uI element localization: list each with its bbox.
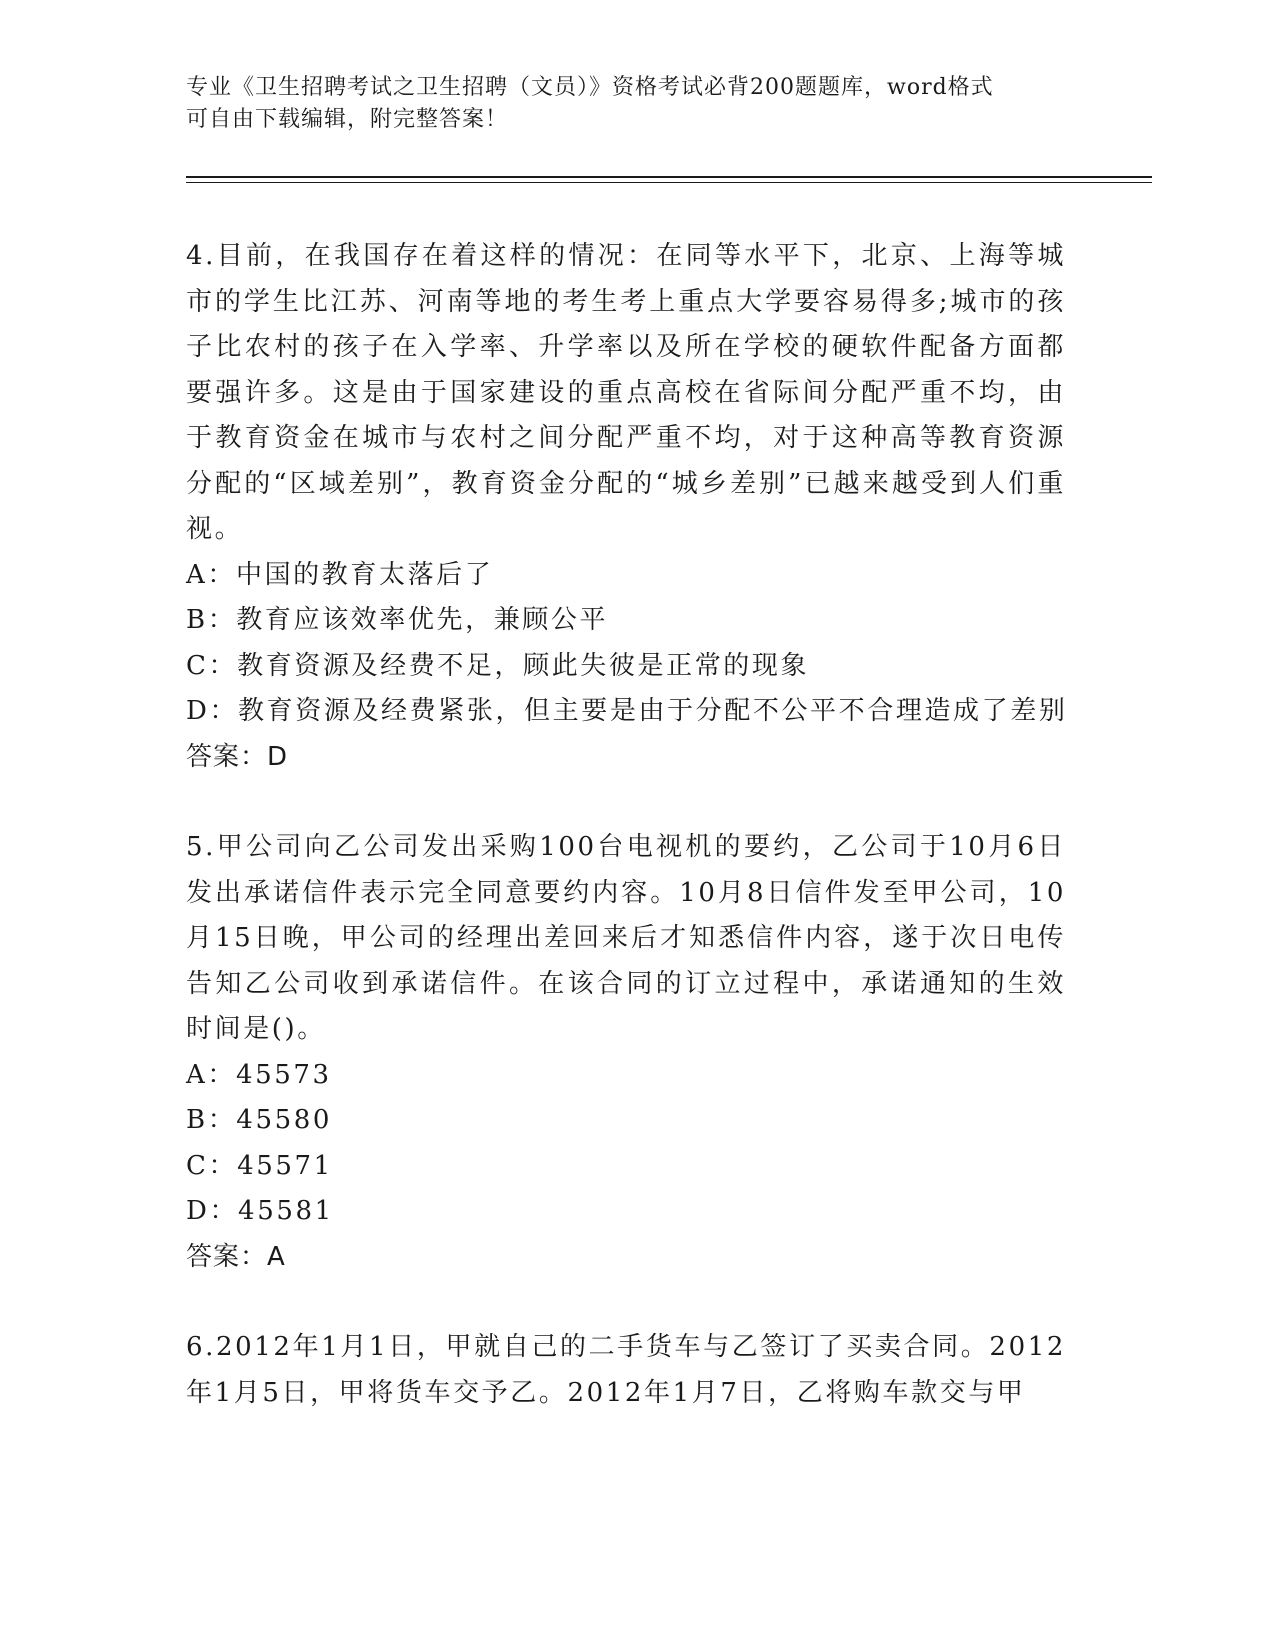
answer-line: 答案：D	[186, 741, 289, 772]
option-d: D：教育资源及经费紧张，但主要是由于分配不公平不合理造成了差别	[186, 696, 1068, 726]
option-a: A：45573	[186, 1059, 332, 1090]
option-b: B：45580	[186, 1105, 333, 1135]
question-stem: 5.甲公司向乙公司发出采购100台电视机的要约，乙公司于10月6日发出承诺信件表示完全同意要约内容。10月8日信件发至甲公司，10月15日晚，甲公司的经理出差回来后才知悉信件内容，遂于次日电传告知乙公司收到承诺信件。在该合同的订立过程中，承诺通知的生效时间是()。	[186, 832, 1066, 1044]
question-6	[186, 1325, 1066, 1416]
option-b: B：教育应该效率优先，兼顾公平	[186, 605, 609, 635]
header-line-1: 专业《卫生招聘考试之卫生招聘（文员）》资格考试必背200题题库，word格式	[186, 75, 994, 100]
header-line-2: 可自由下载编辑，附完整答案！	[186, 107, 509, 132]
option-c: C：45571	[186, 1150, 333, 1181]
option-d: D：45581	[186, 1196, 334, 1226]
header-divider-thick	[186, 176, 1152, 178]
question-4	[186, 234, 1066, 780]
question-list	[186, 234, 1066, 1461]
question-stem: 6.2012年1月1日，甲就自己的二手货车与乙签订了买卖合同。2012年1月5日，甲将货车交予乙。2012年1月7日，乙将购车款交与甲	[186, 1332, 1066, 1408]
question-stem: 4.目前，在我国存在着这样的情况：在同等水平下，北京、上海等城市的学生比江苏、河南等地的考生考上重点大学要容易得多;城市的孩子比农村的孩子在入学率、升学率以及所在学校的硬软件配备方面都要强许多。这是由于国家建设的重点高校在省际间分配严重不均，由于教育资金在城市与农村之间分配严重不均，对于这种高等教育资源分配的“区域差别”，教育资金分配的“城乡差别”已越来越受到人们重视。	[186, 241, 1066, 544]
document-header	[186, 72, 1066, 136]
option-c: C：教育资源及经费不足，顾此失彼是正常的现象	[186, 650, 810, 681]
option-a: A：中国的教育太落后了	[186, 559, 494, 590]
header-divider-thin	[186, 182, 1152, 183]
answer-line: 答案：A	[186, 1241, 286, 1272]
question-5	[186, 825, 1066, 1280]
